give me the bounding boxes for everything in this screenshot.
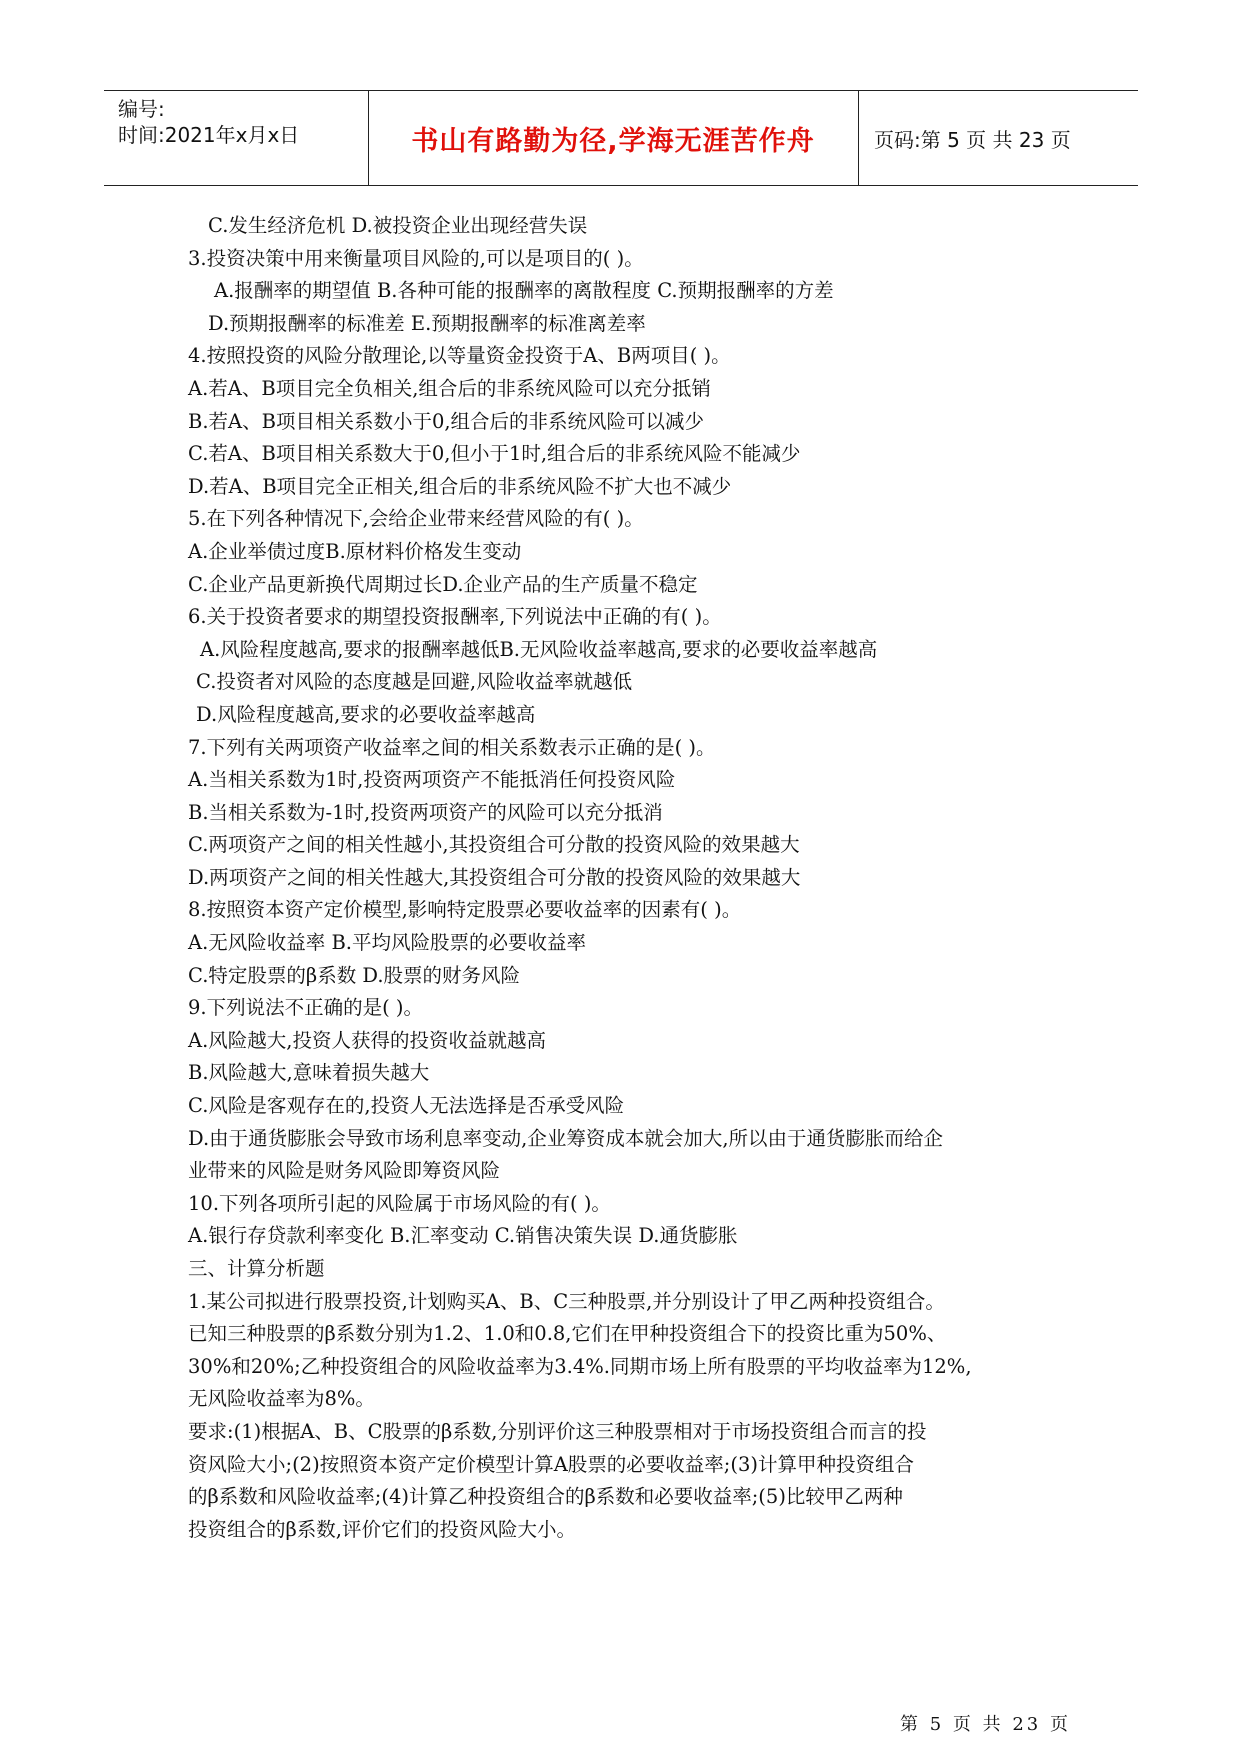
- text-line: C.两项资产之间的相关性越小,其投资组合可分散的投资风险的效果越大: [188, 833, 800, 857]
- text-line: B.风险越大,意味着损失越大: [188, 1061, 430, 1085]
- text-line: A.若A、B项目完全负相关,组合后的非系统风险可以充分抵销: [188, 376, 711, 400]
- page-header: [104, 90, 1138, 186]
- text-line: D.两项资产之间的相关性越大,其投资组合可分散的投资风险的效果越大: [188, 865, 801, 889]
- text-line: D.预期报酬率的标准差 E.预期报酬率的标准离差率: [208, 311, 646, 335]
- text-line: 要求:(1)根据A、B、C股票的β系数,分别评价这三种股票相对于市场投资组合而言的投: [188, 1419, 927, 1443]
- text-line: A.风险程度越高,要求的报酬率越低B.无风险收益率越高,要求的必要收益率越高: [200, 637, 878, 661]
- text-line: D.若A、B项目完全正相关,组合后的非系统风险不扩大也不减少: [188, 474, 732, 498]
- text-line: A.银行存贷款利率变化 B.汇率变动 C.销售决策失误 D.通货膨胀: [188, 1224, 738, 1248]
- text-line: 10.下列各项所引起的风险属于市场风险的有( )。: [188, 1191, 611, 1215]
- text-line: C.特定股票的β系数 D.股票的财务风险: [188, 963, 521, 987]
- text-line: C.投资者对风险的态度越是回避,风险收益率就越低: [196, 670, 633, 694]
- text-line: A.报酬率的期望值 B.各种可能的报酬率的离散程度 C.预期报酬率的方差: [214, 279, 834, 303]
- motto-text: 书山有路勤为径,学海无涯苦作舟: [411, 125, 815, 157]
- text-line: 1.某公司拟进行股票投资,计划购买A、B、C三种股票,并分别设计了甲乙两种投资组合。: [188, 1289, 945, 1313]
- text-line: 无风险收益率为8%。: [188, 1387, 375, 1411]
- header-right-cell: [860, 91, 1138, 185]
- text-line: D.由于通货膨胀会导致市场利息率变动,企业筹资成本就会加大,所以由于通货膨胀而给企: [188, 1126, 944, 1150]
- text-line: A.企业举债过度B.原材料价格发生变动: [188, 539, 522, 563]
- text-line: C.发生经济危机 D.被投资企业出现经营失误: [208, 214, 588, 237]
- text-line: D.风险程度越高,要求的必要收益率越高: [196, 702, 536, 726]
- text-line: C.若A、B项目相关系数大于0,但小于1时,组合后的非系统风险不能减少: [188, 442, 801, 466]
- text-line: 30%和20%;乙种投资组合的风险收益率为3.4%.同期市场上所有股票的平均收益率为12%,: [188, 1354, 972, 1378]
- text-line: 8.按照资本资产定价模型,影响特定股票必要收益率的因素有( )。: [188, 898, 742, 922]
- page-footer: 第 5 页 共 23 页: [900, 1714, 1071, 1735]
- text-line: 投资组合的β系数,评价它们的投资风险大小。: [188, 1517, 576, 1541]
- text-line: C.企业产品更新换代周期过长D.企业产品的生产质量不稳定: [188, 572, 698, 596]
- text-line: A.当相关系数为1时,投资两项资产不能抵消任何投资风险: [188, 768, 676, 792]
- text-line: 3.投资决策中用来衡量项目风险的,可以是项目的( )。: [188, 246, 644, 270]
- code-label: 编号:: [118, 97, 165, 121]
- time-label: 时间:2021年x月x日: [118, 123, 300, 147]
- text-line: 9.下列说法不正确的是( )。: [188, 996, 424, 1020]
- text-line: 7.下列有关两项资产收益率之间的相关系数表示正确的是( )。: [188, 735, 716, 759]
- text-line: A.风险越大,投资人获得的投资收益就越高: [188, 1028, 546, 1052]
- text-line: 4.按照投资的风险分散理论,以等量资金投资于A、B两项目( )。: [188, 344, 731, 368]
- header-motto-cell: [368, 91, 859, 185]
- document-body: [188, 210, 1068, 1546]
- text-line: 三、计算分析题: [188, 1257, 325, 1280]
- text-line: C.风险是客观存在的,投资人无法选择是否承受风险: [188, 1094, 625, 1118]
- page-info: 页码:第 5 页 共 23 页: [874, 127, 1071, 152]
- text-line: 的β系数和风险收益率;(4)计算乙种投资组合的β系数和必要收益率;(5)比较甲乙两种: [188, 1485, 903, 1509]
- header-left-cell: [104, 91, 369, 185]
- text-line: 已知三种股票的β系数分别为1.2、1.0和0.8,它们在甲种投资组合下的投资比重为50%、: [188, 1322, 947, 1346]
- text-line: A.无风险收益率 B.平均风险股票的必要收益率: [188, 931, 587, 955]
- text-line: B.当相关系数为-1时,投资两项资产的风险可以充分抵消: [188, 800, 663, 824]
- text-line: 6.关于投资者要求的期望投资报酬率,下列说法中正确的有( )。: [188, 605, 722, 629]
- text-line: 业带来的风险是财务风险即筹资风险: [188, 1159, 501, 1183]
- text-line: 资风险大小;(2)按照资本资产定价模型计算A股票的必要收益率;(3)计算甲种投资组合: [188, 1452, 914, 1476]
- text-line: 5.在下列各种情况下,会给企业带来经营风险的有( )。: [188, 507, 644, 531]
- text-line: B.若A、B项目相关系数小于0,组合后的非系统风险可以减少: [188, 409, 705, 433]
